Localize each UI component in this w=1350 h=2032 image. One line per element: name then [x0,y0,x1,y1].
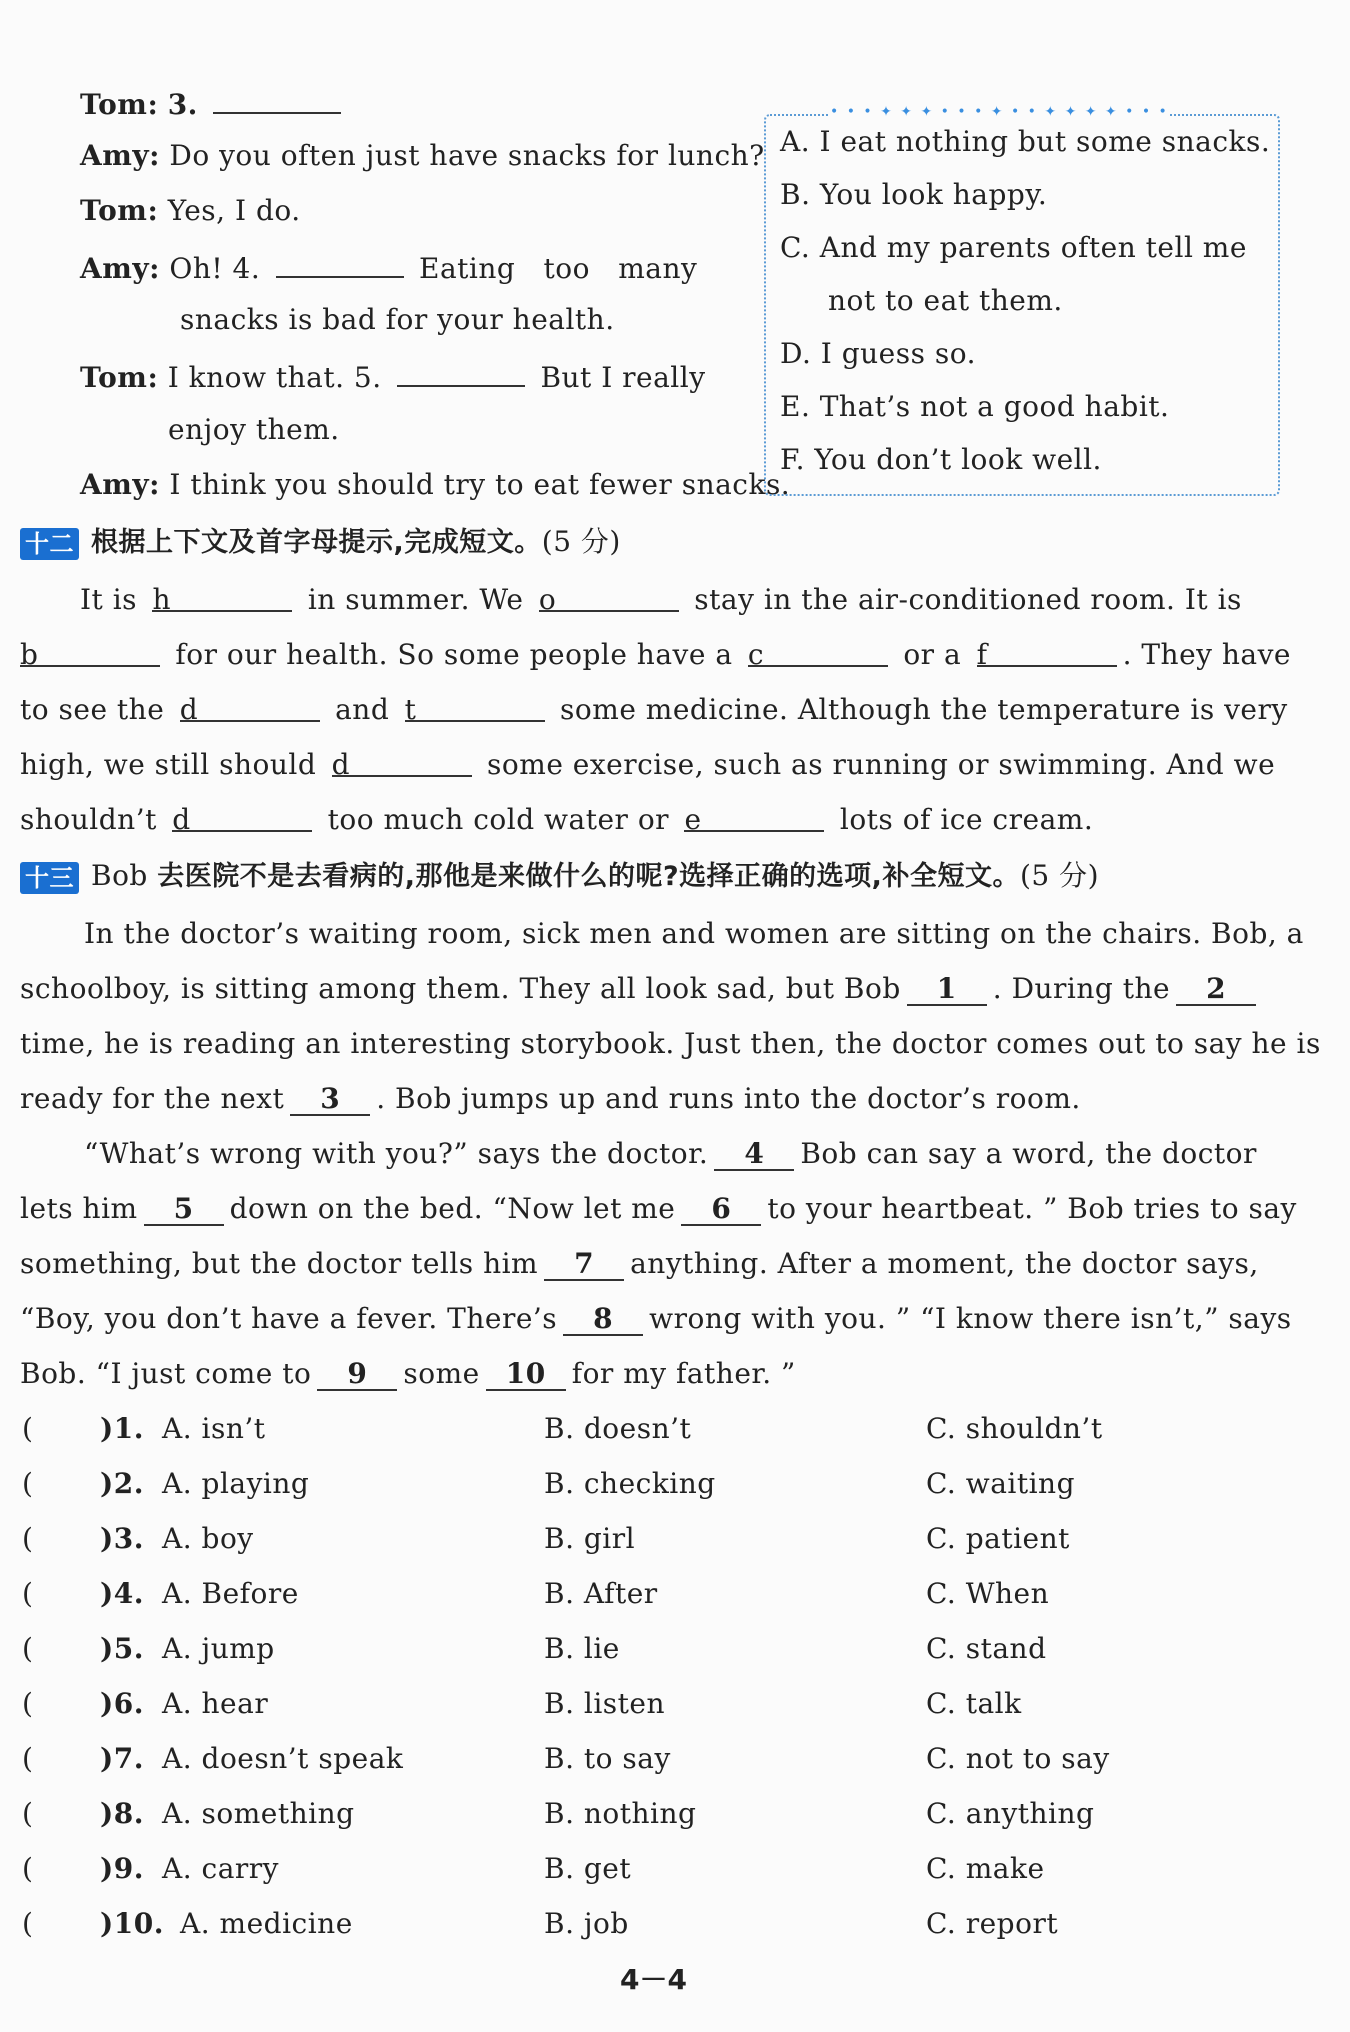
speaker-name: Amy [80,252,150,285]
hint-letter: f [976,638,988,671]
passage-line [20,802,1093,838]
choice-b: B. listen [544,1687,666,1720]
passage-text: down on the bed. “Now let me [229,1192,676,1225]
passage-text: Bob. “I just come to [20,1357,312,1390]
answer-paren[interactable]: ( [22,1907,34,1940]
speaker-name: Tom [80,88,148,121]
section-title: 去医院不是去看病的,那他是来做什么的呢?选择正确的选项,补全短文。 [157,861,1020,892]
answer-paren[interactable]: ( [22,1632,34,1665]
passage-text: . Bob jumps up and runs into the doctor’s room. [376,1082,1081,1115]
question-number: )1. [100,1412,144,1445]
passage-line [20,637,1291,673]
speaker-name: Amy [80,468,150,501]
choice-b: B. lie [544,1632,620,1665]
passage-text: . They have [1122,638,1291,671]
hint-letter: d [179,693,199,726]
dialogue-text: Oh! 4. [169,252,261,285]
passage-line [20,747,1275,783]
question-number: )7. [100,1742,144,1775]
option-f: F. You don’t look well. [780,443,1102,476]
cloze-blank-9[interactable]: 9 [317,1359,397,1391]
passage-text: to see the [20,693,174,726]
choice-b: B. job [544,1907,629,1940]
passage-text: and [325,693,399,726]
choice-b: B. girl [544,1522,636,1555]
hint-letter: c [747,638,765,671]
speaker-sep: : [147,194,159,227]
passage-text: some [403,1357,480,1390]
choice-a: A. isn’t [162,1412,266,1445]
passage-text: wrong with you. ” “I know there isn’t,” says [649,1302,1292,1335]
passage-text: Bob can say a word, the doctor [800,1137,1257,1170]
dialogue-line [80,138,765,174]
hint-blank[interactable] [747,637,888,671]
speaker-sep: : [149,139,160,172]
answer-paren[interactable]: ( [22,1412,34,1445]
hint-blank[interactable] [152,582,292,616]
dialogue-text: Eating too many [419,252,698,285]
passage-text: . During the [992,972,1171,1005]
dialogue-text: 3. [167,88,198,121]
passage-text: schoolboy, is sitting among them. They all look sad, but Bob [20,972,901,1005]
speaker-sep: : [147,361,159,394]
section-badge: 十三 [20,862,79,894]
question-number: )9. [100,1852,144,1885]
choice-c: C. When [926,1577,1050,1610]
passage-line [84,916,1304,952]
passage-text: ready for the next [20,1082,285,1115]
passage-text: It is [80,583,147,616]
cloze-blank-3[interactable]: 3 [290,1084,370,1116]
speaker-sep: : [149,468,160,501]
passage-line [20,1246,1259,1282]
choice-a: A. medicine [180,1907,353,1940]
passage-text: time, he is reading an interesting storybook. Just then, the doctor comes out to say he is [20,1027,1321,1060]
answer-paren[interactable]: ( [22,1742,34,1775]
choice-b: B. doesn’t [544,1412,692,1445]
hint-blank[interactable] [976,637,1117,671]
option-c-cont: not to eat them. [828,284,1063,317]
section-title: 根据上下文及首字母提示,完成短文。 [91,527,542,558]
passage-text: or a [893,638,971,671]
passage-text: “What’s wrong with you?” says the doctor. [84,1137,709,1170]
hint-letter: d [331,748,351,781]
option-c: C. And my parents often tell me [780,231,1247,264]
hint-letter: d [172,803,191,836]
question-number: )4. [100,1577,144,1610]
passage-line [84,1136,1257,1172]
choice-a: A. boy [162,1522,254,1555]
choice-c: C. stand [926,1632,1047,1665]
choice-b: B. get [544,1852,632,1885]
option-d: D. I guess so. [780,337,977,370]
choice-b: B. to say [544,1742,671,1775]
passage-text: lets him [20,1192,138,1225]
choice-a: A. hear [162,1687,269,1720]
choice-a: A. playing [162,1467,310,1500]
question-number: )6. [100,1687,144,1720]
hint-letter: e [684,803,702,836]
dialogue-text: Do you often just have snacks for lunch? [169,139,765,172]
option-a: A. I eat nothing but some snacks. [780,125,1271,158]
dialogue-line [168,412,340,448]
dialogue-line [80,193,301,229]
cloze-blank-1[interactable]: 1 [907,974,987,1006]
passage-text: for our health. So some people have a [166,638,742,671]
option-b: B. You look happy. [780,178,1048,211]
passage-text: high, we still should [20,748,326,781]
choice-b: B. checking [544,1467,716,1500]
passage-text: lots of ice cream. [830,803,1094,836]
dialogue-text: I think you should try to eat fewer snacks. [169,468,791,501]
hint-letter: o [538,583,557,616]
choice-a: A. jump [162,1632,275,1665]
passage-text: anything. After a moment, the doctor says, [630,1247,1259,1280]
cloze-blank-6[interactable]: 6 [681,1194,761,1226]
hint-blank[interactable] [331,747,472,781]
answer-blank-5[interactable] [397,357,525,387]
passage-line [20,971,1262,1007]
passage-line [20,692,1288,728]
hint-letter: h [152,583,171,616]
dialogue-text: snacks is bad for your health. [180,303,615,336]
cloze-blank-8[interactable]: 8 [563,1304,643,1336]
answer-blank-4[interactable] [276,248,404,278]
dialogue-text: I know that. 5. [167,361,382,394]
section-title-en: Bob [91,859,148,892]
page-number: 4－4 [620,1963,687,1996]
passage-line [20,1301,1292,1337]
hint-letter: b [20,638,39,671]
passage-line [20,1026,1321,1062]
speaker-name: Amy [80,139,150,172]
dialogue-line [80,357,706,396]
choice-c: C. make [926,1852,1045,1885]
passage-line [20,1081,1081,1117]
dialogue-line [80,467,790,503]
choice-a: A. Before [162,1577,299,1610]
passage-line [80,582,1242,618]
section-badge: 十二 [20,528,79,560]
answer-blank-3[interactable] [213,84,341,114]
choice-c: C. shouldn’t [926,1412,1103,1445]
section-12-header [20,524,621,561]
passage-text: In the doctor’s waiting room, sick men and women are sitting on the chairs. Bob, a [84,917,1304,950]
speaker-name: Tom [80,361,148,394]
hint-blank[interactable] [20,637,160,671]
answer-paren[interactable]: ( [22,1852,34,1885]
hint-blank[interactable] [538,582,679,616]
speaker-sep: : [149,252,160,285]
answer-paren[interactable]: ( [22,1687,34,1720]
speaker-sep: : [147,88,159,121]
dialogue-text: enjoy them. [168,413,340,446]
section-score: (5 分) [541,525,621,558]
choice-a: A. something [162,1797,355,1830]
dialogue-text: Yes, I do. [167,194,301,227]
hint-blank[interactable] [684,802,824,836]
cloze-blank-5[interactable]: 5 [144,1194,224,1226]
dialogue-text: But I really [540,361,706,394]
question-number: )5. [100,1632,144,1665]
passage-line [20,1191,1297,1227]
question-number: )3. [100,1522,144,1555]
choice-c: C. anything [926,1797,1095,1830]
passage-text: “Boy, you don’t have a fever. There’s [20,1302,558,1335]
choice-c: C. waiting [926,1467,1076,1500]
cloze-blank-2[interactable]: 2 [1176,974,1256,1006]
cloze-blank-4[interactable]: 4 [714,1139,794,1171]
choice-c: C. patient [926,1522,1070,1555]
question-number: )2. [100,1467,144,1500]
passage-text: shouldn’t [20,803,167,836]
choice-b: B. After [544,1577,658,1610]
dialogue-line [80,248,697,287]
passage-text: too much cold water or [318,803,679,836]
question-number: )8. [100,1797,144,1830]
passage-text: stay in the air-conditioned room. It is [684,583,1242,616]
hint-blank[interactable] [172,802,312,836]
choice-b: B. nothing [544,1797,697,1830]
choice-a: A. doesn’t speak [162,1742,404,1775]
dialogue-line [80,84,347,123]
hint-letter: t [404,693,417,726]
choice-c: C. report [926,1907,1059,1940]
hint-blank[interactable] [404,692,545,726]
dialogue-line [180,302,615,338]
section-13-header [20,858,1099,895]
option-e: E. That’s not a good habit. [780,390,1170,423]
choice-a: A. carry [162,1852,279,1885]
speaker-name: Tom [80,194,148,227]
star-decoration-icon: • • • ✦ ✦ ✦ • • • ✦ • • ✦ ✦ ✦ ✦ • • • [830,104,1169,120]
section-score: (5 分) [1019,859,1100,892]
cloze-blank-7[interactable]: 7 [544,1249,624,1281]
answer-paren[interactable]: ( [22,1797,34,1830]
passage-text: in summer. We [298,583,533,616]
passage-text: some medicine. Although the temperature is very [550,693,1288,726]
passage-text: some exercise, such as running or swimming. And we [477,748,1276,781]
passage-text: to your heartbeat. ” Bob tries to say [767,1192,1297,1225]
passage-line [20,1356,796,1392]
passage-text: for my father. ” [571,1357,796,1390]
cloze-blank-10[interactable]: 10 [486,1359,566,1391]
answer-paren[interactable]: ( [22,1467,34,1500]
choice-c: C. talk [926,1687,1022,1720]
question-number: )10. [100,1907,164,1940]
passage-text: something, but the doctor tells him [20,1247,539,1280]
choice-c: C. not to say [926,1742,1110,1775]
hint-blank[interactable] [179,692,320,726]
answer-paren[interactable]: ( [22,1577,34,1610]
answer-paren[interactable]: ( [22,1522,34,1555]
